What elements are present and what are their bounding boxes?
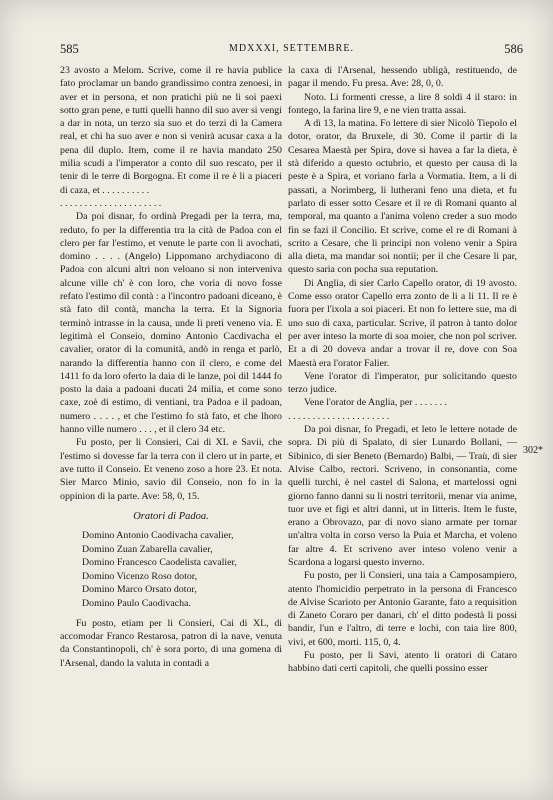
orators-list (60, 529, 282, 611)
right-dots: . . . . . . . . . . . . . . . . . . . . . (288, 410, 390, 422)
orator-item: Domino Vicenzo Roso dotor, (82, 570, 198, 582)
running-title: MDXXXI, SETTEMBRE. (229, 43, 354, 54)
orator-item: Domino Marco Orsato dotor, (82, 584, 197, 596)
right-paragraph-6: Vene l'orator de Anglia, per . . . . . . . (304, 397, 448, 409)
right-paragraph-8: Fu posto, per li Consieri, una taia a Camposampiero, atento l'homicidio perpetrato in la persona di Francesco de Alvise Scarioto per Antonio Garante, fato a requisition di Zaneto Coraro per danari, ch' el ditto podestà li possi bandir, l'un e l'altro, di terre e lochi, con taia lire 800, vivi, et 600, morti. 115, 0, 4. (288, 570, 517, 648)
right-paragraph-5: Vene l'orator di l'imperator, pur solicitando questo terzo judice. (288, 370, 517, 396)
orator-item: Domino Zuan Zabarella cavalier, (82, 543, 213, 555)
orator-item: Domino Paulo Caodivacha. (82, 598, 191, 610)
left-column (60, 64, 282, 670)
left-paragraph-4: Fu posto, etiam per li Consieri, Cai di XL, di accomodar Franco Restarosa, patron di la nave, venuta da Constantinopoli, ch' è sora porto, di una gomena di l'Arsenal, dando la valuta in contadi a (60, 617, 282, 669)
left-paragraph-1: 23 avosto a Melom. Scrive, come il re havia publice fato proclamar un bando grandissimo contra zenoesi, in aver et in persona, et non pratichi più ne li soi paexi sotto gran pene, e tutti quelli hanno dil suo aver si vengi a dar in nota, un terzo sia suo et do terzi di la Camera real, et chi ha suo aver e non si venirà acusar caxa a la pena dil duplo. Item, come il re havia mandato 250 milia scudi a l'imperator a conto dil suo rescato, per il tenir di le terre di Borgogna. Et come il re è li a piaceri di caza, et . . . . . . . . . . (60, 65, 282, 196)
left-dots: . . . . . . . . . . . . . . . . . . . . . (60, 197, 162, 209)
right-paragraph-4: Di Anglia, di sier Carlo Capello orator, di 19 avosto. Come esso orator Capello erra zonto de li a li 11. Il re è fuora per l'ixola a soi piaceri. Et non fo lettere sue, ma di uno suo di caxa, particular. Scrive, il patron à tanto dolor per aver inteso la morte di soa moier, che non pol scriver. Et a di 20 doveva andar a trovar il re, dove con Soa Maestà era l'orator Falier. (288, 277, 517, 369)
page-number-right: 586 (504, 42, 523, 56)
right-paragraph-9: Fu posto, per li Savi, atento li oratori di Cataro habbino dati certi capitoli, che quelli possino esser (288, 650, 517, 675)
right-paragraph-3: A dì 13, la matina. Fo lettere di sier Nicolò Tiepolo el dotor, orator, da Bruxele, di 30. Come il partir di la Cesarea Maestà per Spira, dove si havea a far la dieta, è stà diferido a questo octubrio, et questo per causa di la peste è a Spira, et voriano farla a Vormatia. Item, a li di passati, a Norimberg, li lutherani feno una dieta, et fu parlato di esser sotto Cesare et il re di Romani quanto al temporal, ma quanto a l'anima voleno creder a suo modo fin se fazi il Concilio. Et scrive, come el re di Romani à scrito a Cesare, che li principi non voleno venir a Spira alla dieta, ma mandar soi nontii; per il che Cesare li par, questo saria con pocha sua reputation. (288, 118, 517, 276)
orator-item: Domino Antonio Caodivacha cavalier, (82, 530, 234, 542)
left-paragraph-3: Fu posto, per li Consieri, Cai di XL e Savii, che l'estimo si dovesse far la terra con il clero ut in parte, et ave tutto il Conseio. Et veneno zoso a hore 23. Et nota. Sier Marco Minio, savio dil Conseio, non fo in la oppinion di la parte. Ave: 58, 0, 15. (60, 437, 282, 502)
section-title-oratori: Oratori di Padoa. (133, 510, 209, 522)
page-header (60, 42, 523, 58)
orator-item: Domino Francesco Caodelista cavalier, (82, 557, 237, 569)
left-paragraph-2: Da poi disnar, fo ordinà Pregadi per la terra, ma, reduto, fo per la differentia tra la cità de Padoa con el clero per far l'estimo, et venute le parte con li avochati, domino . . . . (Angelo) Lippomano archydiacono di Padoa con alcuni altri non veloano si non interveniva alcune ville ch' è con loro, che voria di novo fosse refato l'estimo dil contà : a l'incontro padoani diceano, è stà fato dil contà, mancha la terra. Et la Signoria terminò intrasse in la causa, unde li preti veneno via. E legitimà el Conseio, domino Antonio Cacdivacha el cavalier, orator di la comunità, andò in renga et parlò, narando la differentia hanno con il clero, e come del 1411 fo da loro oferto la daia di le lanze, poi dil 1444 fo posto la daia a padoani ducati 24 milia, et come sono caxe, zoè di estimo, di ventiani, tra Padoa e il padoan, numero . . . . , et che l'estimo fo stà fato, et che lhoro hanno ville numero . . . , et il clero 34 etc. (60, 211, 282, 436)
right-column (288, 64, 517, 676)
right-paragraph-2: Noto. Li formenti cresse, a lire 8 soldi 4 il staro: in fontego, la farina lire 9, e ne vien tratta assai. (288, 91, 517, 116)
page-number-left: 585 (60, 42, 79, 56)
right-paragraph-7: Da poi disnar, fo Pregadi, et leto le lettere notade de sopra. Di più di Spalato, di sier Lunardo Bollani, — Sibinico, di sier Beneto (Bernardo) Balbi, — Traù, di sier Alvise Calbo, rectori. Scriveno, in consonantia, come quelli turchi, è nel castel di Salona, et martelossi ogni giorno fanno danni su li nostri territorii, menar via anime, tuor uve et figi et altri danni, ut in litteris. Item le fuste, erano a Obrovazo, par di novo siano armate per tornar un'altra volta in corso verso la Puia et Marcha, et voleno far altre 4. Et scriveno aver inteso voleno venir a Scardona a logarsi questo inverno. (288, 424, 517, 568)
right-paragraph-1: la caxa di l'Arsenal, hessendo ubligà, restituendo, de pagar il mendo. Fu presa. Ave: 28, 0, 0. (288, 65, 517, 90)
margin-note: 302* (523, 445, 543, 456)
